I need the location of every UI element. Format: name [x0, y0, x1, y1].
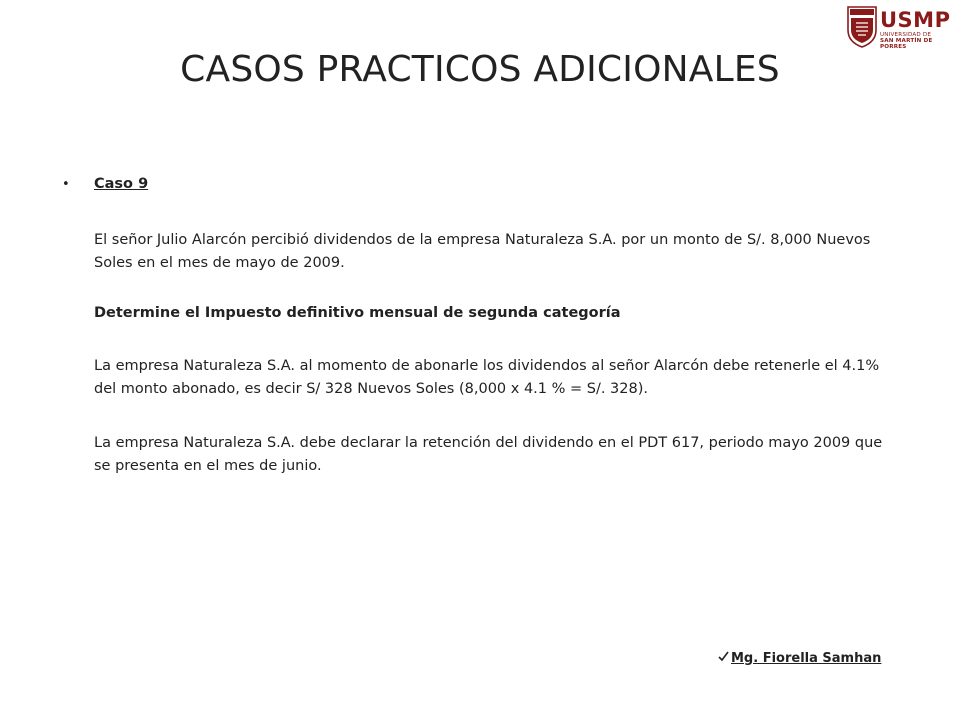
logo-subtitle-line2: SAN MARTÍN DE PORRES [880, 38, 933, 50]
checkmark-icon [718, 650, 729, 668]
logo-subtitle-line1: UNIVERSIDAD DE [880, 32, 932, 38]
usmp-logo [846, 4, 952, 48]
paragraph-declaration: La empresa Naturaleza S.A. debe declarar la retención del dividendo en el PDT 617, periodo mayo 2009 que se presenta en el mes de junio. [94, 435, 883, 474]
bullet-icon: • [62, 177, 70, 192]
author-credit [718, 650, 881, 668]
slide-content [62, 173, 894, 474]
slide-title: CASOS PRACTICOS ADICIONALES [180, 49, 780, 90]
case-title: Caso 9 [94, 176, 149, 192]
paragraph-problem: El señor Julio Alarcón percibió dividendos de la empresa Naturaleza S.A. por un monto de S/. 8,000 Nuevos Soles en el mes de mayo de 2009. [94, 232, 871, 271]
university-shield-icon [846, 4, 878, 48]
case-heading [62, 173, 894, 197]
paragraph-question: Determine el Impuesto definitivo mensual de segunda categoría [94, 305, 621, 321]
logo-brand: USMP [880, 8, 951, 32]
author-name: Mg. Fiorella Samhan [731, 651, 882, 666]
paragraph-retention: La empresa Naturaleza S.A. al momento de abonarle los dividendos al señor Alarcón debe retenerle el 4.1% del monto abonado, es decir S/ 328 Nuevos Soles (8,000 x 4.1 % = S/. 328). [94, 358, 880, 397]
